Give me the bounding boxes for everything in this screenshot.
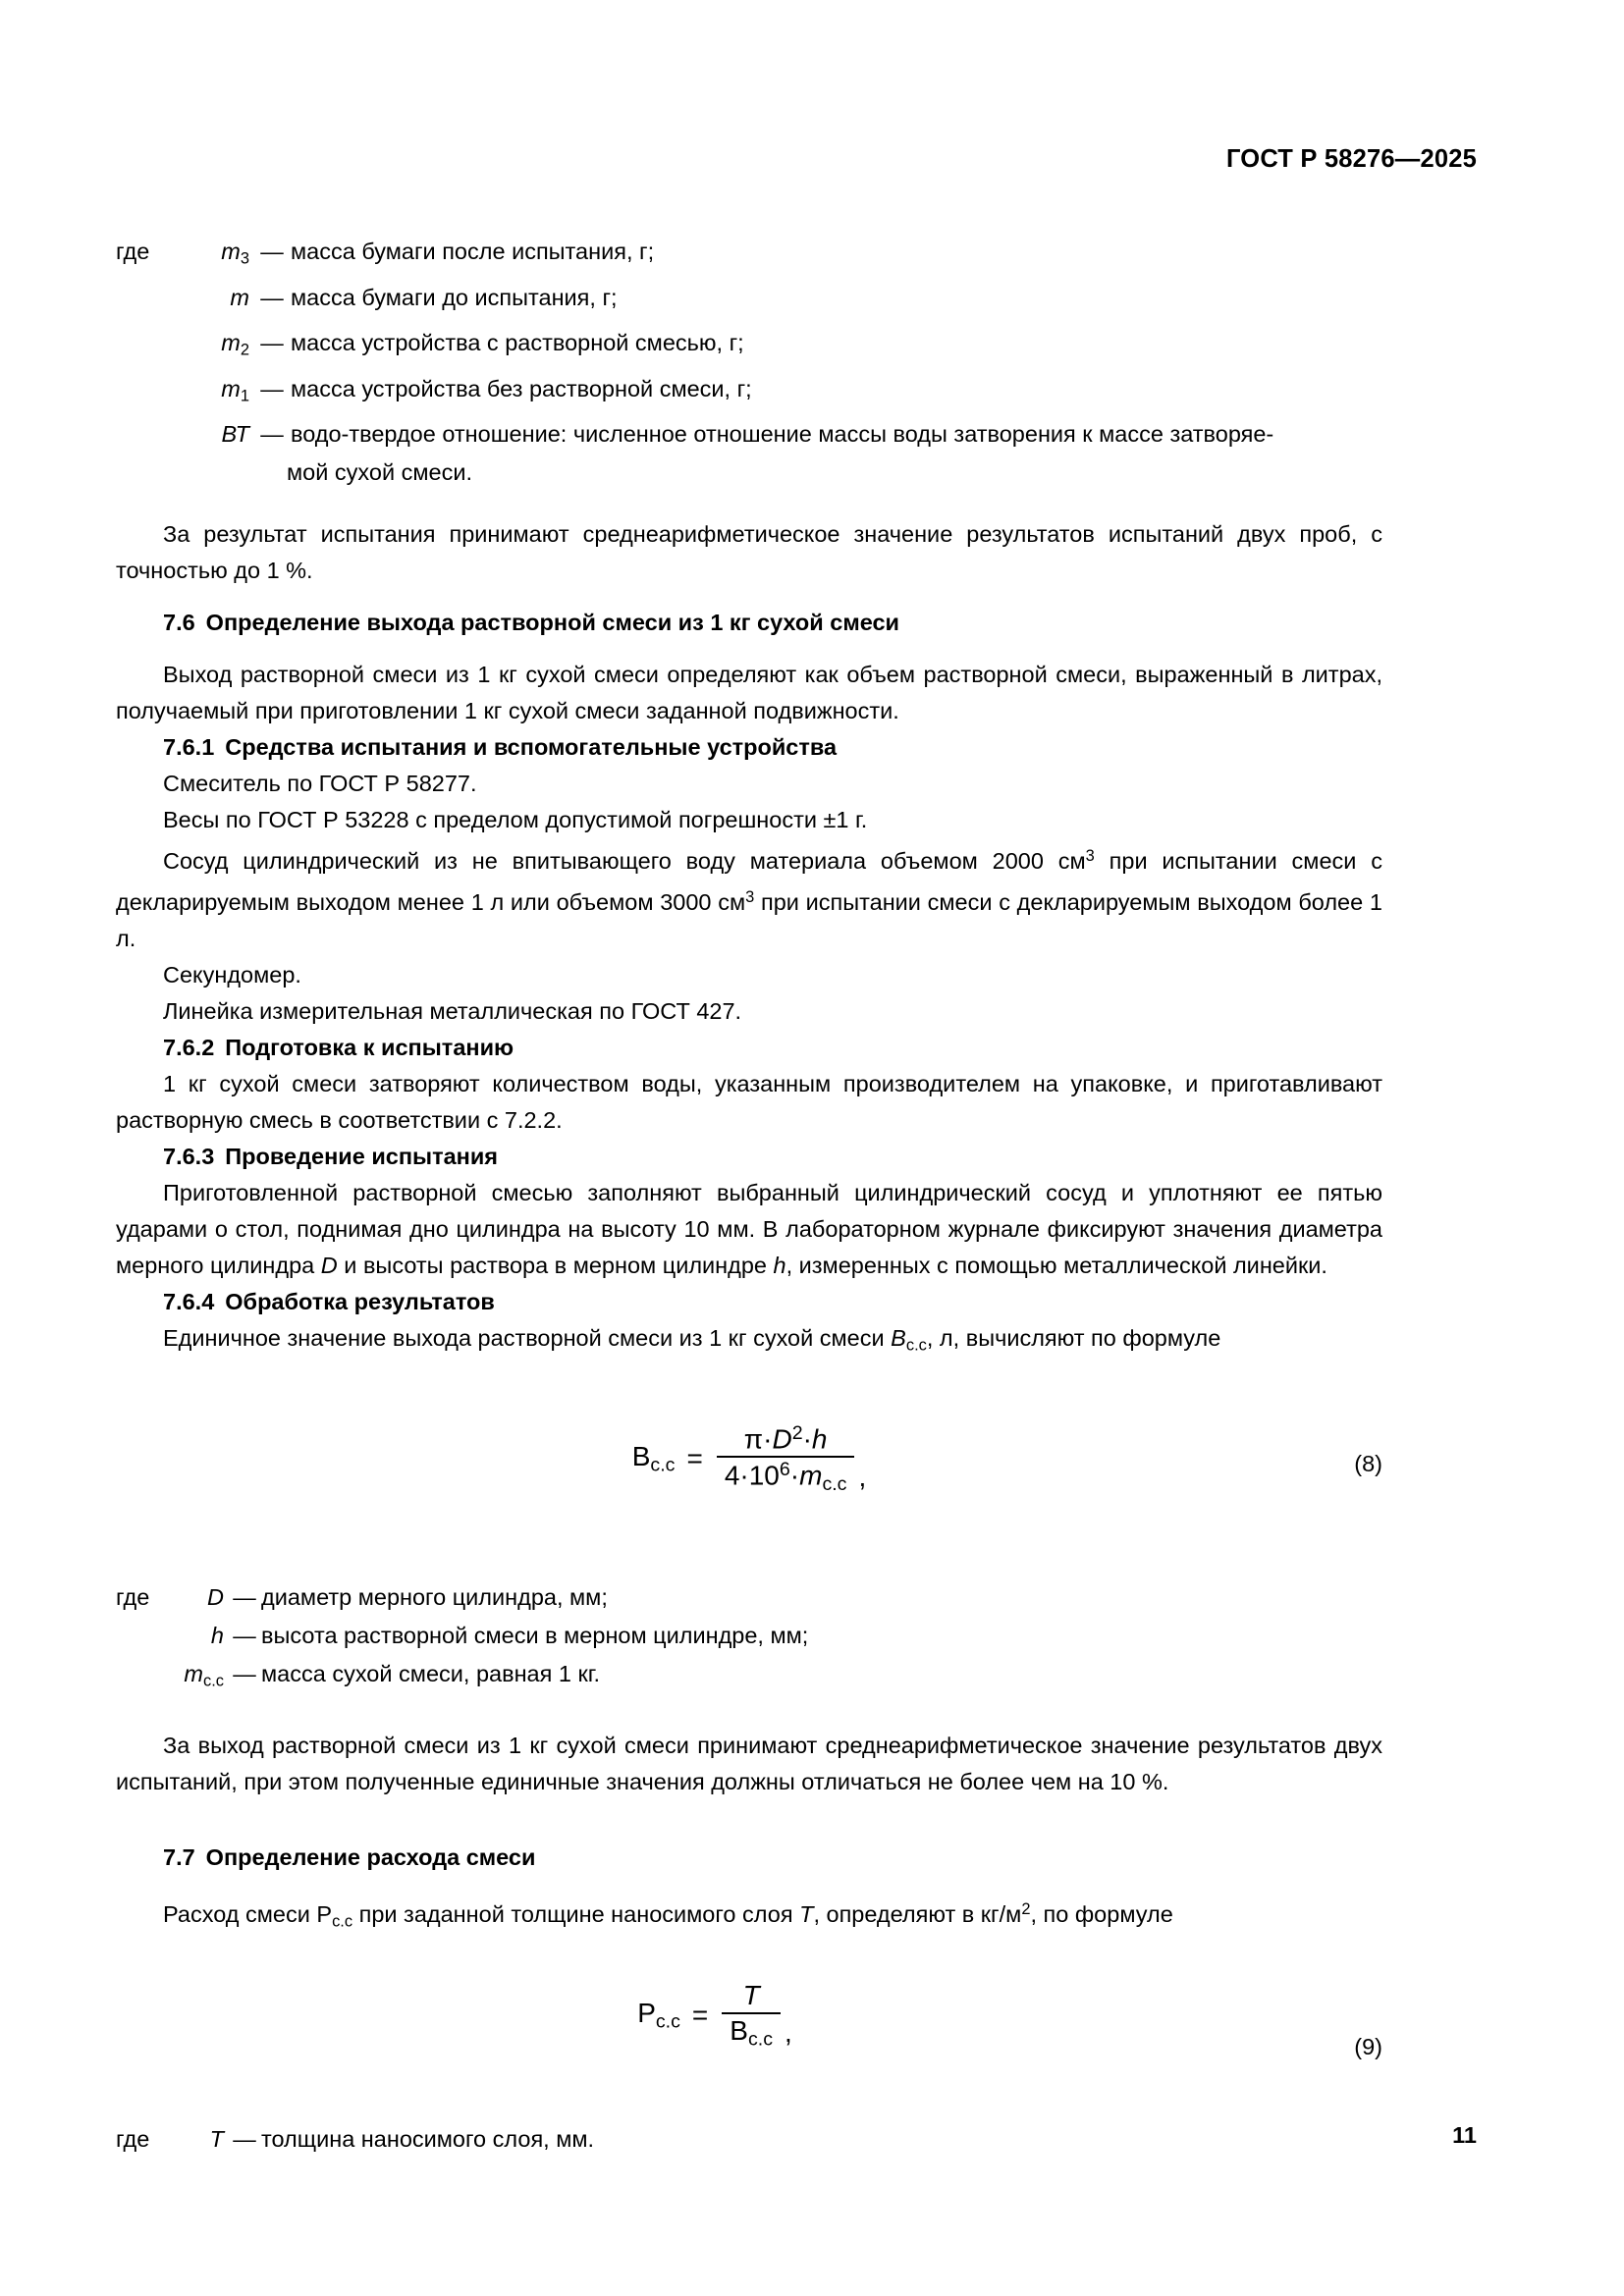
dot-operator: · [763,1423,773,1455]
section-number: 7.6.1 [163,734,215,761]
spacer [116,491,1382,516]
superscript-cubic: 3 [745,888,755,907]
variable-row [116,325,1382,369]
variable-definition-continuation: мой сухой смеси. [287,459,472,486]
paragraph-preparation: 1 кг сухой смеси затворяют количеством воды, указанным производителем на упаковке, и приготавливают растворную смесь в соответствии с 7.2.2. [116,1071,1382,1134]
superscript-cubic: 3 [1085,847,1095,866]
em-dash: — [260,330,284,356]
symbol-subscript: 1 [240,387,249,405]
variable-h: h [773,1253,786,1279]
numerator [736,1421,836,1456]
variable-symbol [177,1618,228,1654]
numerator [735,1979,768,2012]
variable-symbol [177,1656,228,1700]
paragraph-consumption [116,1892,1382,1940]
superscript-square: 2 [1021,1899,1031,1918]
spacer [116,1364,1382,1404]
equation-8-expression [632,1421,867,1497]
symbol-subscript: с.с [202,1672,224,1690]
symbol-base: D [207,1584,224,1611]
em-dash: — [260,375,284,401]
spacer [116,2106,1382,2121]
paragraph-ruler: Линейка измерительная металлическая по ГОСТ 427. [163,998,742,1025]
variable-row [116,1579,1382,1616]
procedure-text-c: , измеренных с помощью металлической линейки. [785,1253,1327,1279]
em-dash: — [233,1584,256,1611]
symbol-base: m [221,330,241,356]
consumption-text-b: при заданной толщине наносимого слоя [352,1900,800,1927]
variable-row [116,1618,1382,1654]
fraction [717,1421,855,1497]
em-dash: — [260,421,284,448]
equation-9-expression [637,1979,792,2052]
equation-8-number: (8) [1354,1450,1382,1476]
consumption-text-a: Расход смеси Р [163,1900,333,1927]
variable-P-subscript: с.с [332,1912,353,1931]
equation-9-number: (9) [1354,2034,1382,2060]
variable-row [116,2121,1382,2158]
variable-symbol [177,1579,228,1616]
lhs-base: В [631,1441,651,1472]
section-number: 7.6 [163,610,195,636]
page-number: 11 [1452,2122,1477,2148]
em-dash: — [233,1623,256,1649]
dot-operator: · [802,1423,812,1455]
trailing-comma: , [785,2016,792,2048]
section-number: 7.6.2 [163,1035,215,1061]
variable-definition: масса устройства с растворной смесью, г; [291,330,744,356]
formula-8-container [116,1404,1382,1515]
dot-operator: · [739,1460,749,1491]
heading-7-6-2 [116,1030,1382,1066]
symbol-base: m [184,1661,203,1687]
variable-definition: диаметр мерного цилиндра, мм; [261,1584,608,1611]
section-number: 7.7 [163,1843,195,1870]
procedure-text-a: Приготовленной растворной смесью заполняют выбранный цилиндрический сосуд и уплотняют ее пятью ударами о стол, поднимая дно цилиндра на высоту 10 мм. В лабораторном журнале фиксируют значения диаметра мерного цилиндра [116,1180,1382,1279]
exponent-6: 6 [779,1459,790,1481]
variable-symbol [177,280,253,324]
symbol-base: ВТ [221,421,249,448]
fraction [722,1979,781,2052]
number-10: 10 [748,1460,780,1491]
variable-T: T [799,1900,814,1927]
variable-row [116,371,1382,415]
denominator [722,2014,781,2052]
paragraph-stopwatch: Секундомер. [163,962,301,988]
equation-9-lhs [637,1998,680,2033]
consumption-text-d: , по формуле [1030,1900,1173,1927]
variable-definition-list-1 [116,234,1382,491]
where-label: где [116,1584,150,1611]
variable-definition-list-3 [116,2121,1382,2158]
em-dash: — [233,2125,256,2152]
paragraph-vessel [116,838,1382,957]
where-label: где [116,2125,150,2152]
section-title: Подготовка к испытанию [225,1035,514,1061]
formula-9 [47,1965,1382,2065]
section-title: Определение расхода смеси [205,1843,536,1870]
variable-symbol [177,416,253,453]
variable-row [116,234,1382,278]
variable-h: h [811,1423,828,1455]
variable-T: T [742,1980,760,2011]
spacer [116,1940,1382,1965]
equals-sign: = [686,1443,703,1474]
spacer [116,589,1382,605]
paragraph-result-average: За результат испытания принимают среднеарифметическое значение результатов испытаний двух проб, с точностью до 1 %. [116,521,1382,584]
paragraph-scales: Весы по ГОСТ Р 53228 с пределом допустимой погрешности ±1 г. [163,807,868,833]
paragraph-yield-average: За выход растворной смеси из 1 кг сухой смеси принимают среднеарифметическое значение результатов двух испытаний, при этом полученные единичные значения должны отличаться не более чем на 10 %. [116,1732,1382,1794]
variable-definition: масса сухой смеси, равная 1 кг. [261,1661,600,1687]
number-4: 4 [724,1460,740,1491]
section-number: 7.6.3 [163,1144,215,1170]
variable-m-subscript: с.с [822,1473,847,1496]
results-text-a: Единичное значение выхода растворной смеси из 1 кг сухой смеси [163,1325,892,1352]
spacer [116,641,1382,657]
heading-7-6-4 [116,1284,1382,1320]
variable-definition: водо-твердое отношение: численное отношение массы воды затворения к массе затворяе- [291,421,1274,448]
spacer [116,1702,1382,1728]
variable-definition: масса бумаги после испытания, г; [291,239,655,264]
variable-row [116,280,1382,324]
variable-D: D [320,1253,338,1279]
variable-m: m [799,1460,823,1491]
symbol-base: m [221,239,241,264]
paragraph-procedure [116,1175,1382,1284]
heading-7-6 [116,605,1382,641]
heading-7-7 [116,1840,1382,1876]
symbol-subscript: 3 [240,249,249,268]
formula-8 [116,1404,1382,1515]
variable-B: В [730,2015,748,2047]
spacer [116,1515,1382,1554]
section-title: Обработка результатов [225,1289,495,1315]
variable-symbol [177,325,253,369]
symbol-base: T [209,2125,224,2152]
variable-B-subscript: с.с [905,1336,927,1355]
formula-9-container [116,1965,1382,2065]
em-dash: — [260,239,284,264]
section-title: Определение выхода растворной смеси из 1 кг сухой смеси [205,610,899,636]
symbol-base: m [230,284,249,310]
variable-row [116,416,1382,453]
paragraph-mixer: Смеситель по ГОСТ Р 58277. [163,771,477,797]
symbol-base: h [210,1623,224,1649]
spacer [116,1554,1382,1579]
variable-B: В [891,1325,906,1352]
lhs-subscript: с.с [655,2010,680,2033]
variable-symbol [177,2121,228,2158]
variable-row [116,1656,1382,1700]
variable-B-subscript: с.с [747,2028,774,2051]
equals-sign: = [691,2000,709,2031]
symbol-base: m [221,375,241,401]
section-title: Проведение испытания [225,1144,499,1170]
heading-7-6-1 [116,729,1382,766]
paragraph-yield-definition: Выход растворной смеси из 1 кг сухой смеси определяют как объем растворной смеси, выраженный в литрах, получаемый при приготовлении 1 кг сухой смеси заданной подвижности. [116,662,1382,724]
where-label: где [116,239,150,264]
dot-operator: · [789,1460,800,1491]
variable-definition: масса устройства без растворной смеси, г; [291,375,752,401]
lhs-base: Р [637,1998,656,2029]
section-number: 7.6.4 [163,1289,215,1315]
variable-symbol [177,234,253,278]
variable-D: D [772,1423,792,1455]
page-content [116,234,1382,2160]
equation-8-lhs [632,1441,676,1476]
trailing-comma: , [858,1462,867,1493]
pi-symbol: π [743,1423,764,1455]
variable-definition: толщина наносимого слоя, мм. [261,2125,595,2152]
document-header: ГОСТ Р 58276—2025 [1225,145,1477,173]
spacer [116,1876,1382,1892]
vessel-text-c: при испытании смеси с декларируемым выходом более 1 л. [116,889,1382,952]
symbol-subscript: 2 [240,341,249,359]
spacer [116,1800,1382,1840]
variable-definition: высота растворной смеси в мерном цилиндре, мм; [261,1623,809,1649]
results-text-b: , л, вычисляют по формуле [926,1325,1221,1352]
variable-symbol [177,371,253,415]
variable-definition-list-2 [116,1579,1382,1700]
vessel-text-b: при испытании смеси с декларируемым выходом менее 1 л или объемом 3000 см [116,848,1382,916]
section-title: Средства испытания и вспомогательные устройства [225,734,838,761]
heading-7-6-3 [116,1139,1382,1175]
denominator [717,1458,855,1497]
vessel-text-a: Сосуд цилиндрический из не впитывающего воду материала объемом 2000 см [163,848,1086,875]
em-dash: — [260,284,284,310]
procedure-text-b: и высоты раствора в мерном цилиндре [337,1253,774,1279]
exponent-2: 2 [791,1421,803,1444]
consumption-text-c: , определяют в кг/м [813,1900,1022,1927]
em-dash: — [233,1661,256,1687]
spacer [116,2066,1382,2106]
variable-definition: масса бумаги до испытания, г; [291,284,618,310]
paragraph-results-intro [116,1320,1382,1364]
lhs-subscript: с.с [650,1454,676,1476]
